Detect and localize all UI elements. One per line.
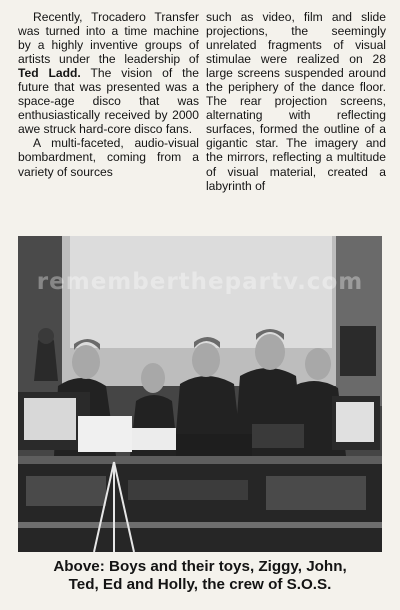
caption-line: Ted, Ed and Holly, the crew of S.O.S. xyxy=(68,575,332,593)
caption-line: Above: Boys and their toys, Ziggy, John, xyxy=(53,558,347,575)
article-right-column xyxy=(206,10,386,193)
article-paragraph-continued: such as video, film and slide projections, the seemingly unrelated fragments of visual stimulae were realized on 28 large screens suspended around the periphery of the dance floor. The rear projection screens, alternating with reflecting surfaces, formed the outline of a gigantic star. The imagery and the mirrors, reflecting a multitude of visual material, created a labyrinth of xyxy=(206,10,386,193)
leader-name: Ted Ladd. xyxy=(18,66,81,81)
article-paragraph xyxy=(18,10,199,136)
article-paragraph: A multi-faceted, audio-visual bombardment, coming from a variety of sources xyxy=(18,136,199,179)
watermark: rememberthepartv.com xyxy=(36,269,364,295)
article-left-column xyxy=(18,10,199,179)
paragraph-text: Recently, Trocadero Transfer was turned into a time machine by a highly inventive groups of artists under the leadership of xyxy=(18,10,199,67)
crew-photo xyxy=(18,236,382,552)
paragraph-text: The vision of the future that was presented was a space-age disco that was enthusiastically received by 2000 awe struck hard-core disco fans. xyxy=(18,66,199,137)
photo-caption xyxy=(18,558,382,593)
